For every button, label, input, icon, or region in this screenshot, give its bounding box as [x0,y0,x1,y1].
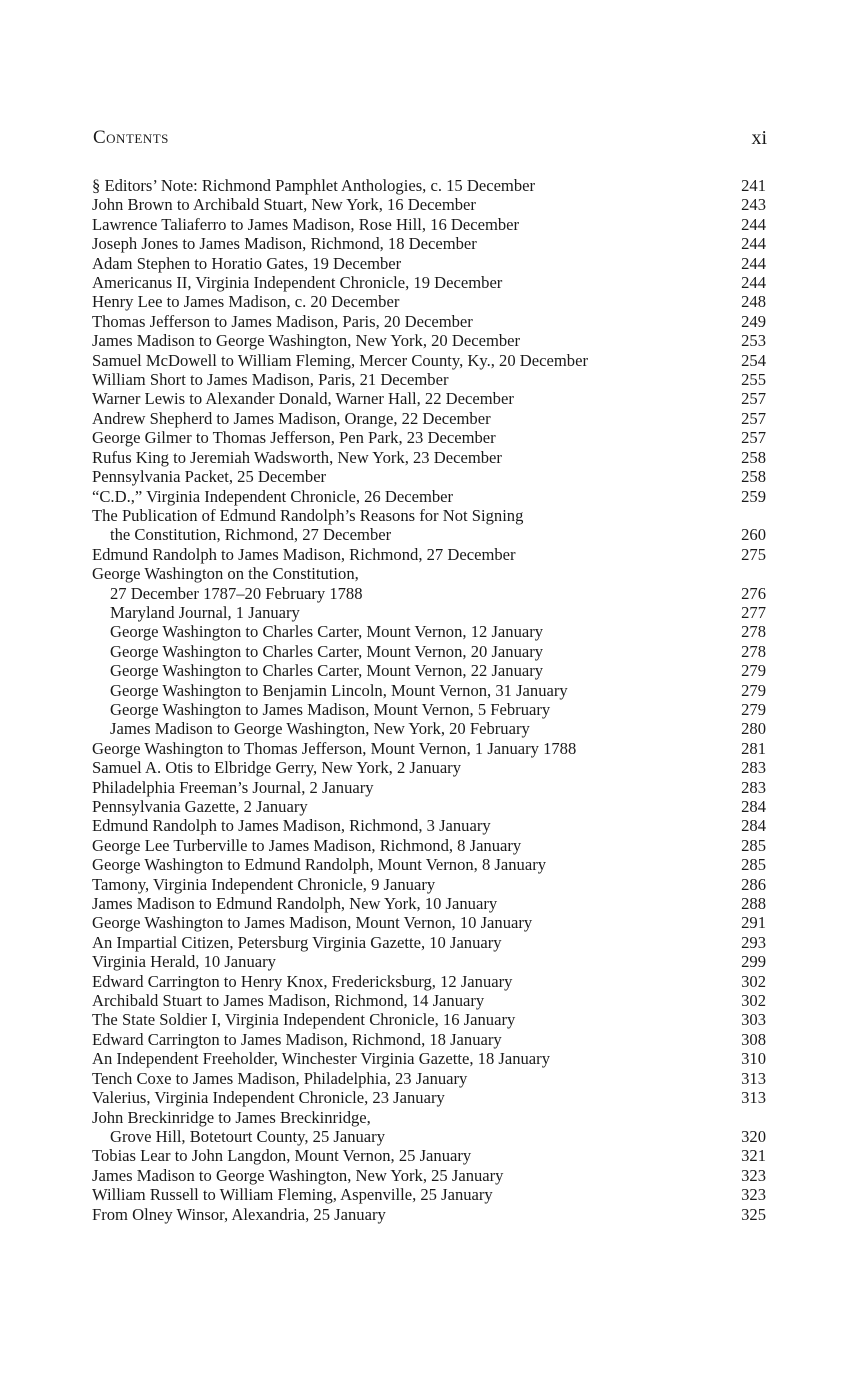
toc-entry [92,933,766,952]
entry-page-number: 288 [741,894,766,914]
entry-title: Edmund Randolph to James Madison, Richmond, 3 January [92,816,491,836]
entry-title: Tamony, Virginia Independent Chronicle, 9 January [92,874,436,894]
toc-entry [92,1146,766,1165]
entry-page-number: 313 [741,1068,766,1088]
toc-entry [92,564,766,603]
entry-title: William Russell to William Fleming, Aspenville, 25 January [92,1185,493,1205]
entry-page-number: 280 [741,719,766,739]
entry-page-number: 278 [741,622,766,642]
entry-title: Rufus King to Jeremiah Wadsworth, New York, 23 December [92,447,502,467]
entry-title: Joseph Jones to James Madison, Richmond, 18 December [92,234,477,254]
toc-entry [92,273,766,292]
entry-page-number: 279 [741,661,766,681]
entry-title: Americanus II, Virginia Independent Chronicle, 19 December [92,273,503,293]
toc-entry [92,195,766,214]
entry-title: Pennsylvania Packet, 25 December [92,467,327,487]
entry-title: Valerius, Virginia Independent Chronicle, 23 January [92,1088,445,1108]
entry-title: An Impartial Citizen, Petersburg Virginia Gazette, 10 January [92,932,502,952]
entry-title: George Washington to Thomas Jefferson, Mount Vernon, 1 January 1788 [92,738,577,758]
toc-entry [92,778,766,797]
toc-subentry [92,622,766,641]
toc-entry [92,855,766,874]
entry-title: Warner Lewis to Alexander Donald, Warner Hall, 22 December [92,389,514,409]
toc-entry [92,1166,766,1185]
entry-page-number: 321 [741,1146,766,1166]
entry-title: George Washington to James Madison, Mount Vernon, 5 February [110,699,551,719]
toc-entry [92,894,766,913]
entry-title: The State Soldier I, Virginia Independent Chronicle, 16 January [92,1010,516,1030]
toc-entry [92,370,766,389]
running-header [93,127,767,153]
entry-title: George Washington to Charles Carter, Mount Vernon, 22 January [110,661,544,681]
toc-entry [92,1069,766,1088]
entry-title: Edward Carrington to Henry Knox, Fredericksburg, 12 January [92,971,513,991]
toc-entry [92,816,766,835]
entry-title: Virginia Herald, 10 January [92,952,276,972]
entry-page-number: 253 [741,331,766,351]
toc-entry [92,913,766,932]
entry-page-number: 284 [741,816,766,836]
entry-page-number: 279 [741,699,766,719]
toc-entry [92,758,766,777]
entry-title: George Washington to Benjamin Lincoln, Mount Vernon, 31 January [110,680,568,700]
entry-title: Archibald Stuart to James Madison, Richmond, 14 January [92,991,485,1011]
entry-title: John Breckinridge to James Breckinridge, [92,1107,371,1127]
toc-entry [92,409,766,428]
toc-entry [92,991,766,1010]
entry-title: James Madison to George Washington, New York, 25 January [92,1165,504,1185]
entry-title-continuation: the Constitution, Richmond, 27 December [110,525,392,545]
toc-entry [92,176,766,195]
toc-entry [92,875,766,894]
entry-title: Lawrence Taliaferro to James Madison, Rose Hill, 16 December [92,214,520,234]
entry-title: Edmund Randolph to James Madison, Richmond, 27 December [92,544,516,564]
entry-page-number: 308 [741,1029,766,1049]
toc-entry [92,952,766,971]
entry-page-number: 303 [741,1010,766,1030]
entry-page-number: 302 [741,991,766,1011]
toc-entry [92,292,766,311]
entry-page-number: 283 [741,777,766,797]
entry-page-number: 284 [741,797,766,816]
entry-title: James Madison to George Washington, New York, 20 December [92,331,521,351]
entry-page-number: 244 [741,253,766,273]
entry-title-continuation: 27 December 1787–20 February 1788 [110,583,363,603]
entry-page-number: 285 [741,835,766,855]
entry-title: Thomas Jefferson to James Madison, Paris, 20 December [92,311,473,331]
toc-entry [92,1049,766,1068]
running-title: Contents [93,127,169,148]
toc-subentry [92,603,766,622]
entry-page-number: 310 [741,1049,766,1069]
entry-title: George Washington to Charles Carter, Mount Vernon, 20 January [110,641,544,661]
toc-entry [92,506,766,545]
toc-subentry [92,700,766,719]
entry-page-number: 275 [741,544,766,564]
toc-subentry [92,642,766,661]
entry-page-number: 276 [741,583,766,603]
entry-page-number: 293 [741,932,766,952]
toc-subentry [92,661,766,680]
entry-title: George Washington on the Constitution, [92,564,359,584]
entry-title: George Washington to James Madison, Mount Vernon, 10 January [92,913,533,933]
entry-title: Pennsylvania Gazette, 2 January [92,797,308,816]
entry-title: Adam Stephen to Horatio Gates, 19 December [92,253,402,273]
entry-page-number: 320 [741,1126,766,1146]
entry-page-number: 258 [741,467,766,487]
entry-title: James Madison to Edmund Randolph, New York, 10 January [92,894,498,914]
entry-title: Maryland Journal, 1 January [110,602,300,622]
entry-page-number: 279 [741,680,766,700]
entry-title: George Washington to Charles Carter, Mount Vernon, 12 January [110,622,544,642]
toc-entry [92,254,766,273]
entry-page-number: 243 [741,195,766,215]
entry-page-number: 278 [741,641,766,661]
entry-page-number: 299 [741,952,766,972]
toc-entry [92,1205,766,1224]
entry-title: Tobias Lear to John Langdon, Mount Vernon, 25 January [92,1146,472,1166]
page-number: xi [751,127,767,149]
entry-page-number: 260 [741,525,766,545]
entry-page-number: 258 [741,447,766,467]
entry-page-number: 291 [741,913,766,933]
toc-entry [92,428,766,447]
entry-title: Tench Coxe to James Madison, Philadelphia, 23 January [92,1068,468,1088]
entry-title: § Editors’ Note: Richmond Pamphlet Anthologies, c. 15 December [92,176,536,195]
entry-title: Andrew Shepherd to James Madison, Orange, 22 December [92,408,491,428]
entry-title-continuation: Grove Hill, Botetourt County, 25 January [110,1126,385,1146]
toc-entry [92,972,766,991]
entry-page-number: 241 [741,176,766,195]
entry-page-number: 244 [741,273,766,293]
entry-title: George Washington to Edmund Randolph, Mount Vernon, 8 January [92,855,547,875]
entry-page-number: 255 [741,370,766,390]
entry-title: John Brown to Archibald Stuart, New York, 16 December [92,195,476,215]
toc-entry [92,351,766,370]
entry-title: Edward Carrington to James Madison, Richmond, 18 January [92,1029,502,1049]
entry-page-number: 323 [741,1185,766,1205]
entry-page-number: 257 [741,428,766,448]
toc-entry [92,1088,766,1107]
entry-title: From Olney Winsor, Alexandria, 25 January [92,1204,386,1224]
entry-page-number: 249 [741,311,766,331]
toc-entry [92,836,766,855]
entry-page-number: 323 [741,1165,766,1185]
toc-entry [92,312,766,331]
entry-title: George Lee Turberville to James Madison, Richmond, 8 January [92,835,522,855]
entry-title: Samuel McDowell to William Fleming, Mercer County, Ky., 20 December [92,350,588,370]
toc-entry [92,1185,766,1204]
toc-entry [92,1010,766,1029]
toc-entry [92,1030,766,1049]
entry-page-number: 244 [741,214,766,234]
toc-entry [92,545,766,564]
toc-entry [92,797,766,816]
toc-entry [92,448,766,467]
entry-page-number: 302 [741,971,766,991]
entry-page-number: 257 [741,389,766,409]
entry-page-number: 259 [741,486,766,506]
toc-entry [92,215,766,234]
entry-page-number: 244 [741,234,766,254]
entry-title: William Short to James Madison, Paris, 21 December [92,370,449,390]
entry-title: “C.D.,” Virginia Independent Chronicle, 26 December [92,486,454,506]
toc-entry [92,467,766,486]
entry-title: James Madison to George Washington, New York, 20 February [110,719,530,739]
toc-entry [92,331,766,350]
toc-entry [92,234,766,253]
toc-subentry [92,719,766,738]
entry-title: George Gilmer to Thomas Jefferson, Pen Park, 23 December [92,428,496,448]
entry-page-number: 257 [741,408,766,428]
entry-title: Samuel A. Otis to Elbridge Gerry, New York, 2 January [92,758,462,778]
entry-page-number: 281 [741,738,766,758]
entry-page-number: 286 [741,874,766,894]
entry-page-number: 283 [741,758,766,778]
entry-title: The Publication of Edmund Randolph’s Reasons for Not Signing [92,505,524,525]
toc-entry [92,739,766,758]
toc-subentry [92,681,766,700]
entry-page-number: 254 [741,350,766,370]
entry-page-number: 277 [741,602,766,622]
entry-title: Philadelphia Freeman’s Journal, 2 January [92,777,374,797]
toc-entry [92,1108,766,1147]
entry-title: An Independent Freeholder, Winchester Virginia Gazette, 18 January [92,1049,550,1069]
toc-entry [92,487,766,506]
entry-title: Henry Lee to James Madison, c. 20 December [92,292,400,312]
contents-list [92,176,766,1224]
entry-page-number: 313 [741,1088,766,1108]
entry-page-number: 285 [741,855,766,875]
entry-page-number: 325 [741,1204,766,1224]
toc-entry [92,389,766,408]
entry-page-number: 248 [741,292,766,312]
